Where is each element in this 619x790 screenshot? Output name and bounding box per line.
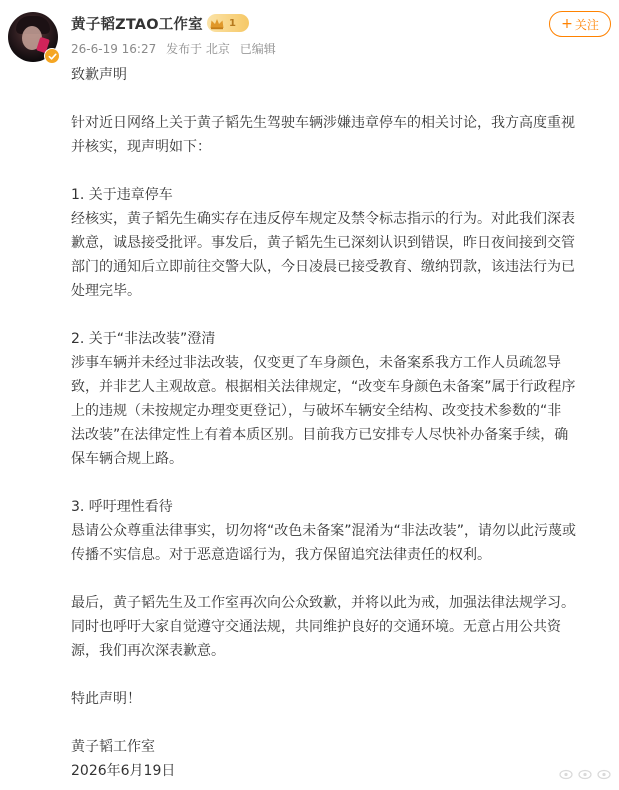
weibo-eye-icon xyxy=(578,769,592,780)
post-line: 致，并非艺人主观故意。根据相关法律规定，“改变车身颜色未备案”属于行政程序 xyxy=(71,379,576,395)
post-line: 法改装”在法律定性上有着本质区别。目前我方已安排专人尽快补办备案手续，确 xyxy=(71,427,569,443)
user-name[interactable]: 黄子韬ZTAO工作室 xyxy=(71,17,203,33)
vip-level: 1 xyxy=(229,17,236,29)
post-line-blank xyxy=(71,471,611,495)
post-line: 歉意，诚恳接受批评。事发后，黄子韬先生已深刻认识到错误，昨日夜间接到交管 xyxy=(71,235,575,251)
section-heading: 3. 呼吁理性看待 xyxy=(71,499,173,515)
avatar-container[interactable] xyxy=(8,12,60,64)
post-line: 最后，黄子韬先生及工作室再次向公众致歉，并将以此为戒，加强法律法规学习。 xyxy=(71,595,575,611)
crown-icon xyxy=(209,16,225,30)
post-line-blank xyxy=(71,711,611,735)
post-line: 传播不实信息。对于恶意造谣行为，我方保留追究法律责任的权利。 xyxy=(71,547,491,563)
post-line: 源，我们再次深表歉意。 xyxy=(71,643,225,659)
post-line: 同时也呼吁大家自觉遵守交通法规，共同维护良好的交通环境。无意占用公共资 xyxy=(71,619,561,635)
post-line-blank xyxy=(71,159,611,183)
post-line: 保车辆合规上路。 xyxy=(71,451,183,467)
watermark-icons xyxy=(559,769,611,780)
post-line-blank xyxy=(71,567,611,591)
watermark xyxy=(559,769,611,780)
section-heading: 1. 关于违章停车 xyxy=(71,187,173,203)
post-line: 上的违规（未按规定办理变更登记），与破坏车辆安全结构、改变技术参数的“非 xyxy=(71,403,562,419)
post-line: 经核实，黄子韬先生确实存在违反停车规定及禁令标志指示的行为。对此我们深表 xyxy=(71,211,575,227)
edited-label[interactable]: 已编辑 xyxy=(239,42,276,56)
section-heading: 2. 关于“非法改装”澄清 xyxy=(71,331,216,347)
signature-date: 2026年6月19日 xyxy=(71,763,176,779)
plus-icon: + xyxy=(561,16,573,32)
post-line-blank xyxy=(71,663,611,687)
post-location: 发布于 北京 xyxy=(166,42,230,56)
follow-button[interactable] xyxy=(549,11,611,37)
post-time[interactable]: 26-6-19 16:27 xyxy=(71,42,157,56)
post-line: 涉事车辆并未经过非法改装，仅变更了车身颜色，未备案系我方工作人员疏忽导 xyxy=(71,355,561,371)
signature-name: 黄子韬工作室 xyxy=(71,739,155,755)
post-line: 并核实，现声明如下： xyxy=(71,139,211,155)
weibo-eye-icon xyxy=(559,769,573,780)
post-line: 恳请公众尊重法律事实，切勿将“改色未备案”混淆为“非法改装”，请勿以此污蔑或 xyxy=(71,523,577,539)
post-line-blank xyxy=(71,303,611,327)
verified-badge-icon xyxy=(44,48,60,64)
post-line: 处理完毕。 xyxy=(71,283,141,299)
vip-badge[interactable] xyxy=(207,14,249,32)
follow-label: 关注 xyxy=(574,17,599,32)
post-line-blank xyxy=(71,87,611,111)
post-line: 致歉声明 xyxy=(71,67,127,83)
post-line: 部门的通知后立即前往交警大队，今日凌晨已接受教育、缴纳罚款，该违法行为已 xyxy=(71,259,575,275)
post-content xyxy=(71,63,611,783)
post-meta xyxy=(71,40,282,57)
post-line: 针对近日网络上关于黄子韬先生驾驶车辆涉嫌违章停车的相关讨论，我方高度重视 xyxy=(71,115,575,131)
weibo-eye-icon xyxy=(597,769,611,780)
post-line: 特此声明！ xyxy=(71,691,141,707)
